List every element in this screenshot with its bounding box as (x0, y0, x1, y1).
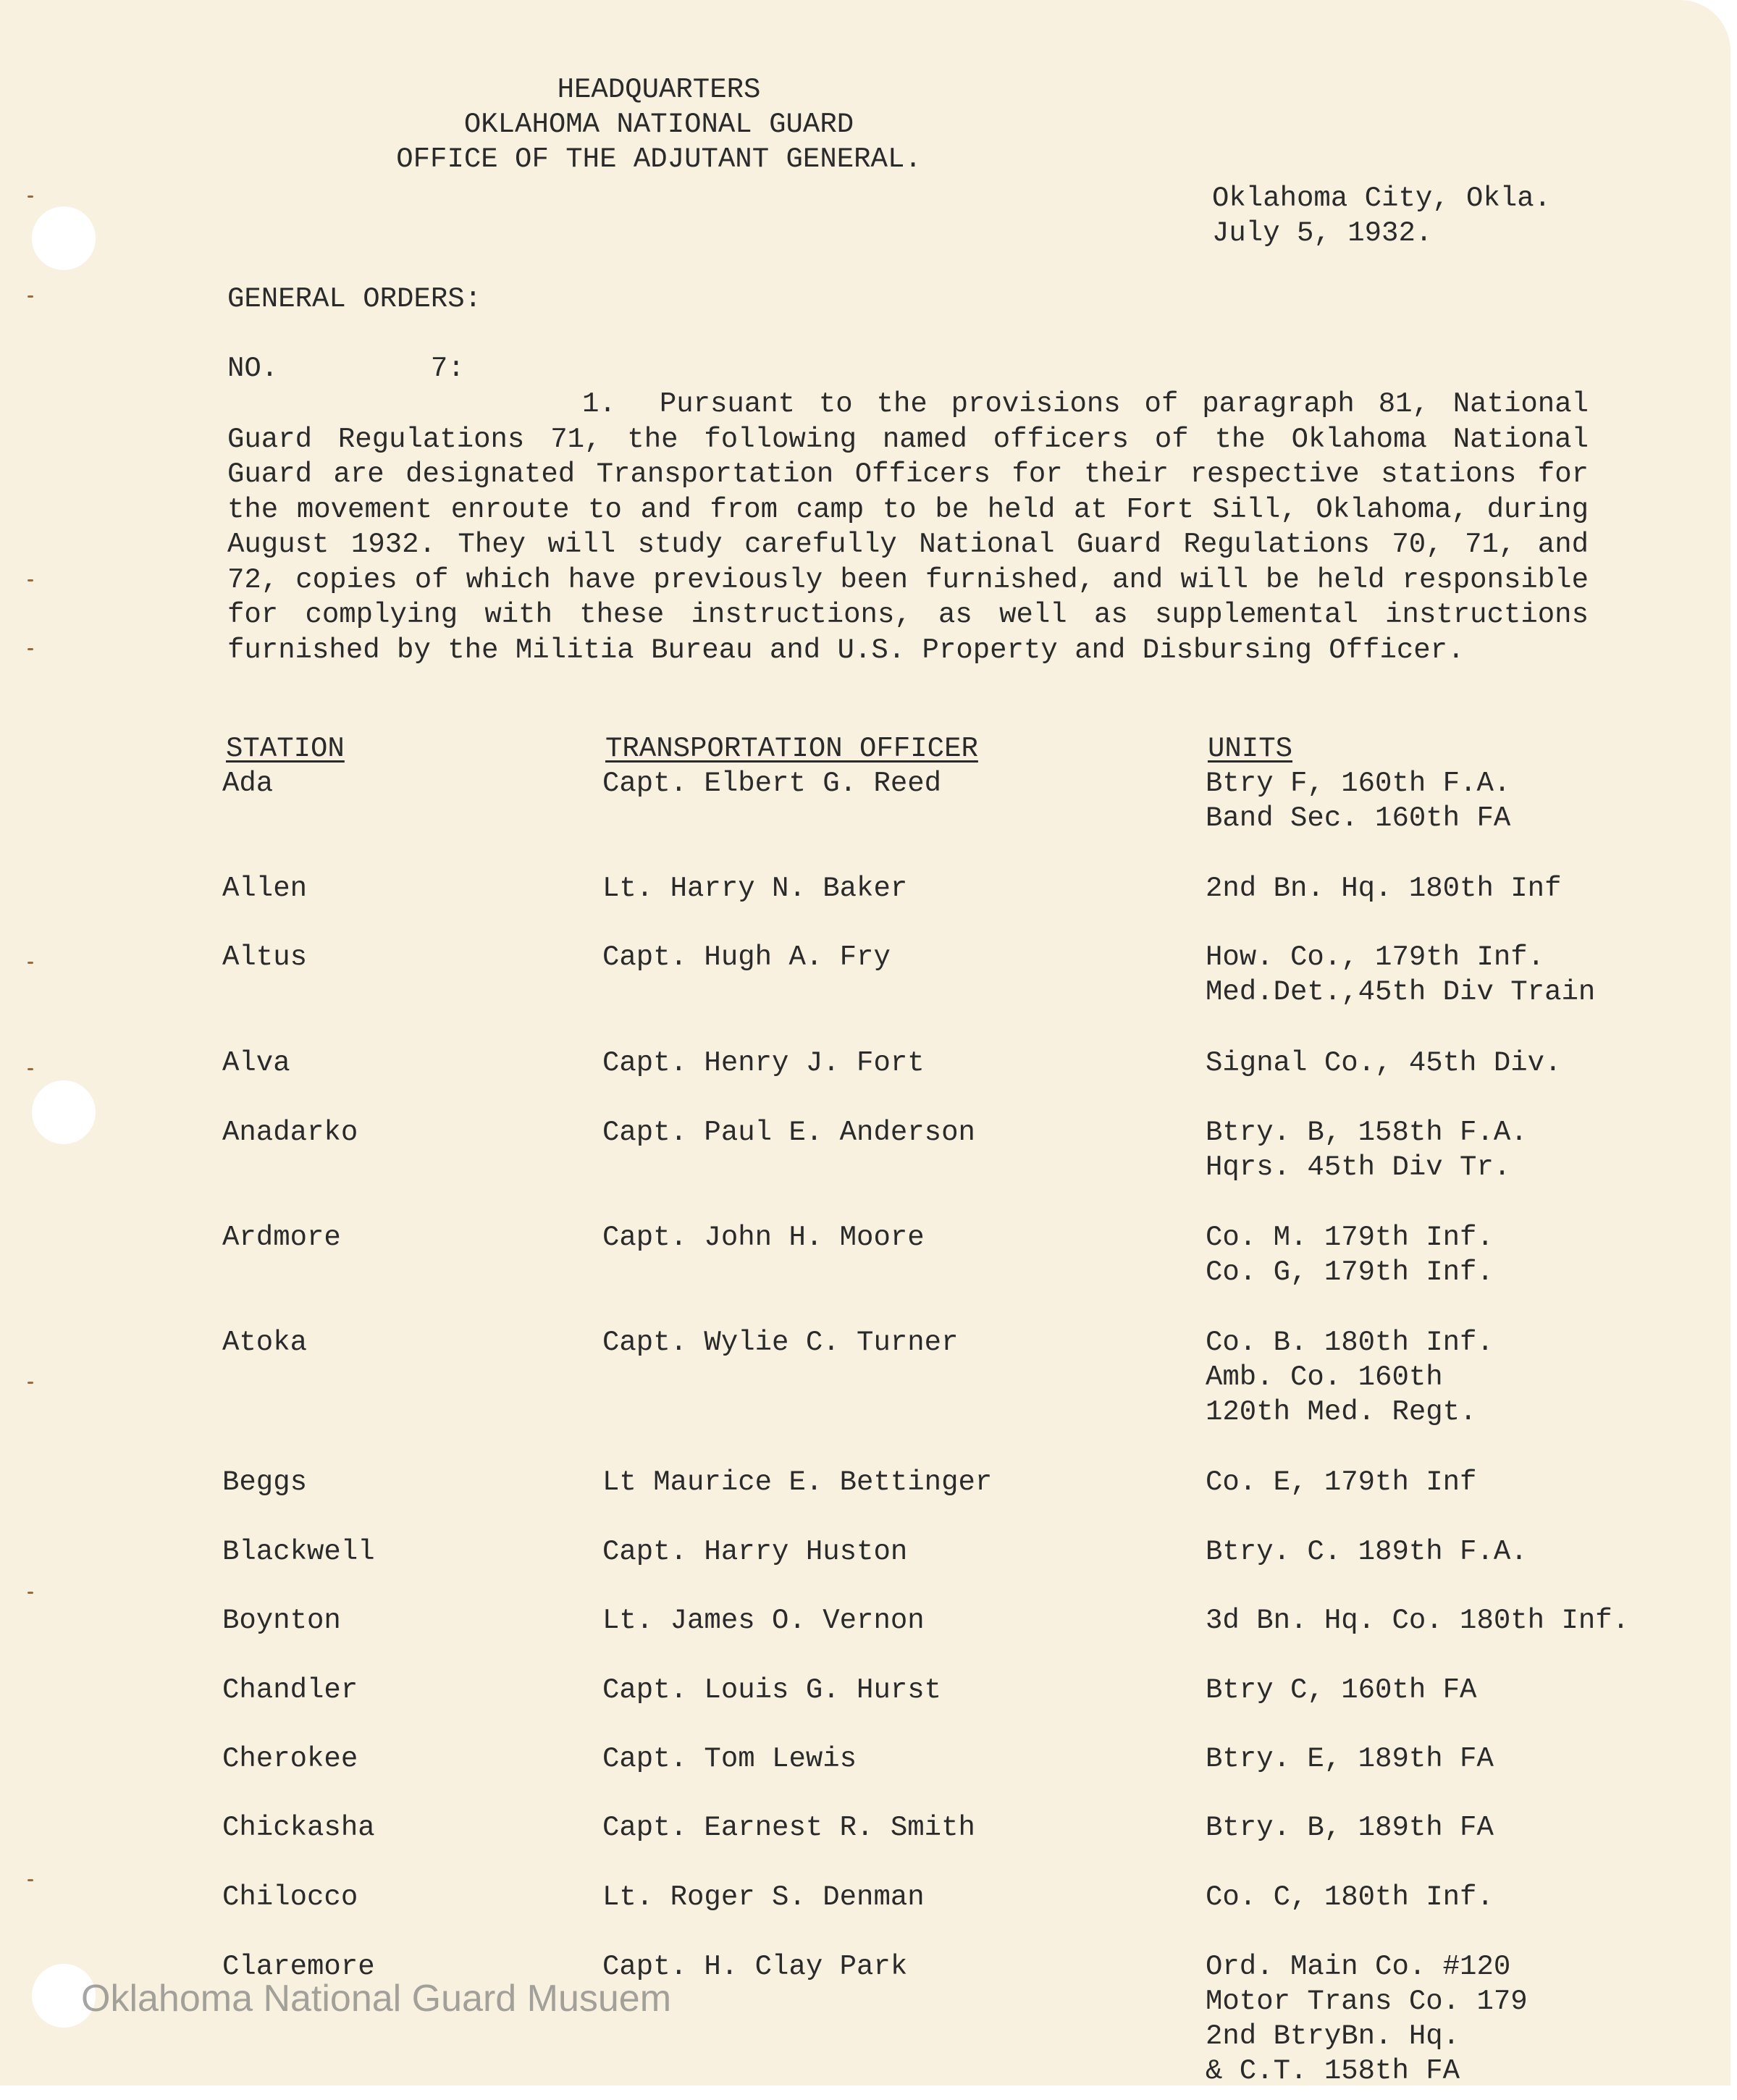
station-name: Altus (222, 941, 308, 973)
station-name: Anadarko (222, 1117, 358, 1148)
column-header-units: UNITS (1208, 733, 1293, 765)
paragraph-number: 1. (582, 388, 616, 420)
column-header-officer: TRANSPORTATION OFFICER (605, 733, 978, 765)
transportation-officer: Capt. Henry J. Fort (602, 1047, 925, 1079)
transportation-officer: Capt. Louis G. Hurst (602, 1674, 942, 1706)
margin-mark (28, 579, 33, 581)
transportation-officer: Capt. Tom Lewis (602, 1743, 857, 1775)
paragraph-text: Pursuant to the provisions of paragraph 81, National Guard Regulations 71, the following named officers of the Oklahoma National Guard are designated Transportation Officers for their respective stations for the movement enroute to and from camp to be held at Fort Sill, Oklahoma, during August 1932. They will study carefully National Guard Regulations 70, 71, and 72, copies of which have previously been furnished, and will be held responsible for complying with these instructions, as well as supplemental instructions furnished by the Militia Bureau and U.S. Property and Disbursing Officer. (227, 388, 1589, 666)
punch-hole (32, 1080, 96, 1144)
margin-mark (28, 295, 33, 298)
units: 2nd Bn. Hq. 180th Inf (1206, 873, 1562, 904)
units: Signal Co., 45th Div. (1206, 1047, 1562, 1079)
units: 3d Bn. Hq. Co. 180th Inf. (1206, 1605, 1630, 1637)
units: Btry C, 160th FA (1206, 1674, 1477, 1706)
order-number: NO. 7: (227, 353, 465, 385)
station-name: Boynton (222, 1605, 341, 1637)
transportation-officer: Lt. Harry N. Baker (602, 873, 908, 904)
margin-mark (28, 962, 33, 964)
transportation-officer: Capt. Paul E. Anderson (602, 1117, 975, 1148)
punch-hole (32, 206, 96, 270)
transportation-officer: Capt. Wylie C. Turner (602, 1327, 959, 1358)
margin-mark (28, 1382, 33, 1384)
station-name: Chilocco (222, 1881, 358, 1913)
margin-mark (28, 1592, 33, 1594)
column-header-station: STATION (226, 733, 345, 765)
station-name: Ada (222, 768, 274, 799)
station-name: Beggs (222, 1466, 308, 1498)
station-name: Alva (222, 1047, 290, 1079)
transportation-officer: Lt Maurice E. Bettinger (602, 1466, 993, 1498)
transportation-officer: Lt. James O. Vernon (602, 1605, 925, 1637)
units: Co. C, 180th Inf. (1206, 1881, 1494, 1913)
watermark: Oklahoma National Guard Musuem (81, 1978, 672, 2020)
units: Btry. B, 189th FA (1206, 1812, 1494, 1844)
transportation-officer: Lt. Roger S. Denman (602, 1881, 925, 1913)
units: How. Co., 179th Inf. Med.Det.,45th Div Train (1206, 941, 1596, 1008)
margin-mark (28, 1879, 33, 1881)
transportation-officer: Capt. Earnest R. Smith (602, 1812, 975, 1844)
margin-mark (28, 648, 33, 650)
units: Btry. B, 158th F.A. Hqrs. 45th Div Tr. (1206, 1117, 1528, 1183)
units: Co. B. 180th Inf. Amb. Co. 160th 120th Med. Regt. (1206, 1327, 1494, 1428)
station-name: Blackwell (222, 1536, 375, 1568)
station-name: Chickasha (222, 1812, 375, 1844)
transportation-officer: Capt. H. Clay Park (602, 1951, 908, 1983)
margin-mark (28, 1068, 33, 1070)
station-name: Ardmore (222, 1222, 341, 1253)
header-headquarters: HEADQUARTERS (557, 74, 761, 106)
header-office: OFFICE OF THE ADJUTANT GENERAL. (396, 143, 922, 175)
station-name: Allen (222, 873, 308, 904)
station-name: Claremore (222, 1951, 375, 1983)
place: Oklahoma City, Okla. (1212, 182, 1552, 214)
transportation-officer: Capt. Harry Huston (602, 1536, 908, 1568)
station-name: Chandler (222, 1674, 358, 1706)
general-orders-label: GENERAL ORDERS: (227, 283, 482, 315)
units: Btry. E, 189th FA (1206, 1743, 1494, 1775)
date: July 5, 1932. (1212, 217, 1433, 249)
units: Co. M. 179th Inf. Co. G, 179th Inf. (1206, 1222, 1494, 1288)
transportation-officer: Capt. Elbert G. Reed (602, 768, 942, 799)
transportation-officer: Capt. Hugh A. Fry (602, 941, 891, 973)
station-name: Cherokee (222, 1743, 358, 1775)
transportation-officer: Capt. John H. Moore (602, 1222, 925, 1253)
margin-mark (28, 196, 33, 198)
order-paragraph (227, 387, 1589, 668)
units: Ord. Main Co. #120 Motor Trans Co. 179 2nd BtryBn. Hq. & C.T. 158th FA (1206, 1951, 1528, 2087)
units: Btry F, 160th F.A. Band Sec. 160th FA (1206, 768, 1511, 834)
station-name: Atoka (222, 1327, 308, 1358)
units: Btry. C. 189th F.A. (1206, 1536, 1528, 1568)
header-organization: OKLAHOMA NATIONAL GUARD (463, 109, 854, 140)
units: Co. E, 179th Inf (1206, 1466, 1477, 1498)
